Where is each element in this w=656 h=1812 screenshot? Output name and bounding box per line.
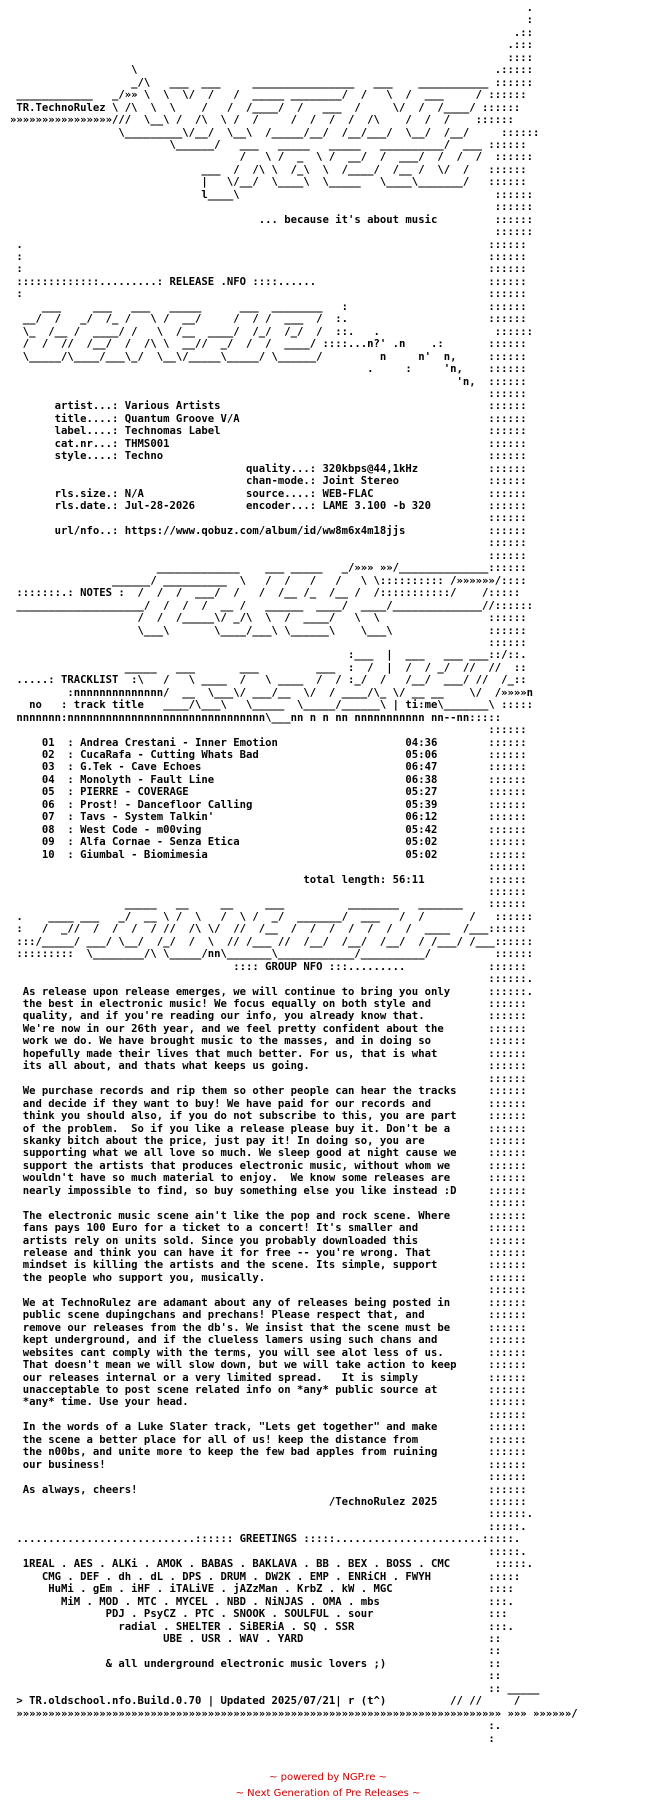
nfo-line: .....: TRACKLIST :\ / \ ____ / \ ____ / / :_/ / /__/ ___/ // /_:: <box>10 674 527 687</box>
nfo-line: 01 : Andrea Crestani - Inner Emotion 04:36 :::::: <box>10 736 527 749</box>
nfo-line: :: _____ <box>10 1682 540 1695</box>
nfo-line: nearly impossible to find, so buy something else you like instead :D :::::: <box>10 1184 527 1197</box>
nfo-line: artist...: Various Artists :::::: <box>10 400 527 413</box>
nfo-line: :::::: <box>10 861 527 874</box>
nfo-line: our business! :::::: <box>10 1458 527 1471</box>
nfo-line: :::: GROUP NFO :::......... :::::: <box>10 960 527 973</box>
nfo-line: :. <box>10 1720 502 1733</box>
nfo-line: wouldn't have so much material to enjoy. We know some releases are :::::: <box>10 1172 527 1185</box>
nfo-line: l____\ :::::: <box>10 188 533 201</box>
nfo-line: :::::::::::::.........: RELEASE .NFO ::::...... :::::: <box>10 275 527 288</box>
nfo-line: support the artists that produces electronic music, without whom we :::::: <box>10 1159 527 1172</box>
nfo-line: ____________ _/»» \ \ \/ / / _____ ________/ / \ / ___ / :::::: <box>10 89 527 102</box>
nfo-line: :::::. <box>10 1545 527 1558</box>
nfo-line: As always, cheers! :::::: <box>10 1483 527 1496</box>
nfo-line: The electronic music scene ain't like the pop and rock scene. Where :::::: <box>10 1209 527 1222</box>
nfo-line: work we do. We have brought music to the masses, and in doing so :::::: <box>10 1035 527 1048</box>
nfo-line: 'n, :::::: <box>10 375 527 388</box>
nfo-line: the n00bs, and unite more to keep the few bad apples from ruining :::::: <box>10 1446 527 1459</box>
nfo-line: . <box>10 2 533 14</box>
nfo-line: ::::::::: \________/\ \_____/nn\_______\____________/__________/ :::::: <box>10 948 533 961</box>
nfo-line: :::::. <box>10 1520 527 1533</box>
nfo-line: : <box>10 14 533 27</box>
nfo-line: :::::: <box>10 201 533 214</box>
nfo-line: _____________ ___ _____ _/»»» »»/______________:::::: <box>10 562 527 575</box>
nfo-line: TR.TechnoRulez \ /\ \ \ / / /____/ / ___ / \/ / /____/ :::::: <box>10 101 521 114</box>
nfo-line: \______/ ___ _____ _____ __________/ ___ :::::: <box>10 138 527 151</box>
nfo-line: of the problem. So if you like a release please buy it. Don't be a :::::: <box>10 1122 527 1135</box>
nfo-line: We're now in our 26th year, and we feel pretty confident about the :::::: <box>10 1022 527 1035</box>
nfo-line: total length: 56:11 :::::: <box>10 873 527 886</box>
nfo-line: .::: <box>10 39 533 52</box>
nfo-line: the scene a better place for all of us! keep the distance from :::::: <box>10 1433 527 1446</box>
nfo-line: :::: <box>10 51 533 64</box>
nfo-line: / \ / _ \ / __/ / ___/ / / / :::::: <box>10 151 533 164</box>
nfo-line: »»»»»»»»»»»»»»»»»»»»»»»»»»»»»»»»»»»»»»»»»»»»»»»»»»»»»»»»»»»»»»»»»»»»»»»»»»»» »»» »»»»»»/ <box>10 1707 578 1720</box>
nfo-line: release and think you can have it for free -- you're wrong. That :::::: <box>10 1247 527 1259</box>
nfo-line: websites cant comply with the terms, you will see alot less of us. :::::: <box>10 1346 527 1359</box>
nfo-line: :::::: <box>10 1197 527 1210</box>
nfo-line: ____________________/ / / / __ / ______ ____/ ____/______________//:::::: <box>10 599 533 612</box>
nfo-line: radial . SHELTER . SiBERiA . SQ . SSR :::. <box>10 1620 514 1633</box>
nfo-line: MiM . MOD . MTC . MYCEL . NBD . NiNJAS . OMA . mbs :::. <box>10 1595 514 1608</box>
nfo-line: :::::: <box>10 1471 527 1484</box>
nfo-line: \_________\/__/ \__\ /_____/__/ /__/___/ \__/ /__/ :::::: <box>10 126 540 139</box>
nfo-line: As release upon release emerges, we will continue to bring you only ::::::. <box>10 985 533 998</box>
nfo-line: / / // /__/ / /\ \ __// _/ / / ____/ ::::...n?' .n .: :::::: <box>10 338 527 351</box>
nfo-line: quality...: 320kbps@44,1kHz :::::: <box>10 462 527 475</box>
nfo-line: our releases internal or a very limited spread. It is simply :::::: <box>10 1371 527 1384</box>
nfo-line: remove our releases from the db's. We insist that the scene must be :::::: <box>10 1321 527 1334</box>
nfo-line: public scene dupingchans and prechans! Please respect that, and :::::: <box>10 1309 527 1322</box>
nfo-line: kept underground, and if the clueless lamers using such chans and :::::: <box>10 1334 527 1347</box>
nfo-line: 1REAL . AES . ALKi . AMOK . BABAS . BAKLAVA . BB . BEX . BOSS . CMC :::::. <box>10 1558 533 1571</box>
nfo-line: »»»»»»»»»»»»»»»»/// \__\ / /\ \ / / / / / / /\ / / / :::::: <box>10 114 514 127</box>
nfo-line: .:: <box>10 26 533 39</box>
nfo-line: nnnnnnn:nnnnnnnnnnnnnnnnnnnnnnnnnnnnnnn\___nn n n nn nnnnnnnnnnn nn--nn::::: <box>10 711 502 724</box>
nfo-line: 08 : West Code - m00ving 05:42 :::::: <box>10 823 527 836</box>
nfo-line: no : track title ____/\___\ \_____ \_____/______\ | ti:me\_______\ ::::: <box>10 699 533 712</box>
nfo-line: 05 : PIERRE - COVERAGE 05:27 :::::: <box>10 786 527 799</box>
nfo-line: /TechnoRulez 2025 :::::: <box>10 1496 527 1508</box>
nfo-line: :::::: <box>10 1284 527 1297</box>
nfo-line: :::::: <box>10 549 527 562</box>
nfo-line: ... because it's about music :::::: <box>10 213 533 226</box>
nfo-line: ............................:::::: GREETINGS :::::.......................:::::. <box>10 1533 521 1546</box>
nfo-line: ::::::. <box>10 1508 533 1521</box>
nfo-line: think you should also, if you do not subscribe to this, you are part :::::: <box>10 1110 527 1123</box>
nfo-line: the people who support you, musically. :::::: <box>10 1271 527 1284</box>
nfo-line: __/ / _/ /_ / \ / __/ / / / ___ / :. :::::: <box>10 313 527 326</box>
nfo-line: HuMi . gEm . iHF . iTALiVE . jAZzMan . KrbZ . kW . MGC :::: <box>10 1583 514 1596</box>
nfo-line: 03 : G.Tek - Cave Echoes 06:47 :::::: <box>10 761 527 774</box>
nfo-line: / / /_____\/ _/\ \ / ____/ \ \ :::::: <box>10 612 527 625</box>
nfo-line: fans pays 100 Euro for a ticket to a concert! It's smaller and :::::: <box>10 1222 527 1235</box>
nfo-line: _____ __ __ ___ ________ _______ :::::: <box>10 898 527 911</box>
nfo-line: :::::: <box>10 226 533 239</box>
nfo-line: :::::: <box>10 724 527 737</box>
nfo-line: artists rely on units sold. Since you probably downloaded this :::::: <box>10 1234 527 1247</box>
nfo-line: We purchase records and rip them so other people can hear the tracks :::::: <box>10 1085 527 1098</box>
nfo-line: : <box>10 1732 495 1742</box>
nfo-line: cat.nr...: THMS001 :::::: <box>10 437 527 450</box>
nfo-line: . : 'n, :::::: <box>10 363 527 376</box>
nfo-line: url/nfo..: https://www.qobuz.com/album/id/ww8m6x4m18jjs :::::: <box>10 524 527 537</box>
nfo-line: We at TechnoRulez are adamant about any of releases being posted in :::::: <box>10 1296 527 1309</box>
footer <box>0 1770 656 1802</box>
nfo-line: ___ / /\ \ /_\ \ /____/ /__ / \/ / :::::: <box>10 163 527 176</box>
nfo-line: & all underground electronic music lovers ;) :: <box>10 1657 502 1670</box>
nfo-line: rls.date.: Jul-28-2026 encoder...: LAME 3.100 -b 320 :::::: <box>10 500 527 512</box>
nfo-line: :: <box>10 1670 502 1683</box>
nfo-line: :::::::.: NOTES : / / / ___/ / / /__ /_ /__ / /:::::::::::/ /::::: <box>10 587 521 600</box>
nfo-line: UBE . USR . WAV . YARD :: <box>10 1632 502 1645</box>
nfo-line: \ .::::: <box>10 64 533 77</box>
nfo-line: : / _// / / / / // /\ \/ // /__ / / / / / / / ____ /___:::::: <box>10 923 527 936</box>
nfo-line: title....: Quantum Groove V/A :::::: <box>10 412 527 425</box>
nfo-line: : :::::: <box>10 251 527 263</box>
nfo-line: . :::::: <box>10 238 527 251</box>
powered-by-text: ~ powered by NGP.re ~ <box>269 1772 387 1783</box>
nfo-line: 04 : Monolyth - Fault Line 06:38 :::::: <box>10 773 527 786</box>
nfo-line: 10 : Giumbal - Biomimesia 05:02 :::::: <box>10 848 527 861</box>
nfo-line: *any* time. Use your head. :::::: <box>10 1396 527 1409</box>
nfo-line: _____ ___ ___ ___ : / | / / _/ // // :: <box>10 661 527 674</box>
nfo-line: chan-mode.: Joint Stereo :::::: <box>10 475 527 488</box>
nfo-text-block <box>0 2 656 1742</box>
nfo-line: 06 : Prost! - Dancefloor Calling 05:39 :::::: <box>10 798 527 811</box>
nfo-line: :___ | ___ ___ ___::/::. <box>10 649 527 662</box>
nfo-line: label....: Technomas Label :::::: <box>10 425 527 438</box>
tagline-text: ~ Next Generation of Pre Releases ~ <box>235 1788 421 1799</box>
nfo-line: unacceptable to post scene related info on *any* public source at :::::: <box>10 1383 527 1396</box>
nfo-line: ::::::. <box>10 973 533 986</box>
nfo-line: hopefully made their lives that much better. For us, that is what :::::: <box>10 1047 527 1060</box>
nfo-line: :::/_____/ ___/ \__/ /_/ / \ // /___ // /__/ /__/ /__/ / /___/ /___:::::: <box>10 935 533 948</box>
nfo-line: That doesn't mean we will slow down, but we will take action to keep :::::: <box>10 1359 527 1372</box>
nfo-line: \___\ \____/___\ \______\ \___\ :::::: <box>10 624 527 637</box>
nfo-line: quality, and if you're reading our info, you already know that. :::::: <box>10 1010 527 1023</box>
nfo-line: rls.size.: N/A source....: WEB-FLAC :::::: <box>10 487 527 500</box>
nfo-line: \_ /__ / ____/ / \ /__ ____/ /_/ /_/ / ::. . :::::: <box>10 325 533 338</box>
nfo-line: _/\ ___ ___ ________________ ___ ___________ :::::: <box>10 76 533 89</box>
nfo-line: 07 : Tavs - System Talkin' 06:12 :::::: <box>10 811 527 824</box>
nfo-line: 09 : Alfa Cornae - Senza Etica 05:02 :::::: <box>10 836 527 849</box>
nfo-line: . ____ ___ _/ __ \ / \ / \ / _/ _______/ ___ / / / :::::: <box>10 910 533 923</box>
nfo-line: \_____/\____/___\_/ \__\/_____\_____/ \______/ n n' n, :::::: <box>10 350 527 363</box>
nfo-line: | \/__/ \____\ \_____ \____\_______/ :::::: <box>10 176 527 189</box>
nfo-line: :: <box>10 1645 502 1658</box>
nfo-line: its all about, and thats what keeps us going. :::::: <box>10 1060 527 1073</box>
nfo-line: and decide if they want to buy! We have paid for our records and :::::: <box>10 1097 527 1110</box>
nfo-line: : :::::: <box>10 288 527 301</box>
nfo-line: :::::: <box>10 512 527 525</box>
nfo-line: style....: Techno :::::: <box>10 450 527 463</box>
nfo-line: :::::: <box>10 537 527 550</box>
nfo-line: :::::: <box>10 387 527 400</box>
nfo-line: CMG . DEF . dh . dL . DPS . DRUM . DW2K . EMP . ENRiCH . FWYH ::::: <box>10 1570 521 1583</box>
nfo-line: :::::: <box>10 636 527 649</box>
nfo-line: In the words of a Luke Slater track, "Lets get together" and make :::::: <box>10 1421 527 1434</box>
nfo-line: ___ ___ ___ _____ ___ ________ : :::::: <box>10 300 527 313</box>
nfo-line: :::::: <box>10 885 527 898</box>
nfo-line: 02 : CucaRafa - Cutting Whats Bad 05:06 :::::: <box>10 749 527 761</box>
nfo-line: supporting what we all love so much. We sleep good at night cause we :::::: <box>10 1147 527 1160</box>
nfo-line: : :::::: <box>10 263 527 276</box>
nfo-line: skanky bitch about the price, just pay it! In doing so, you are :::::: <box>10 1134 527 1147</box>
nfo-line: :nnnnnnnnnnnnnn/ __ \___\/ ___/__ \/ / ____/\_ \/ __ __ \/ /»»»»n <box>10 686 533 699</box>
nfo-line: ______/ __________ \ / / / / \ \:::::::::: /»»»»»»/:::: <box>10 574 527 587</box>
nfo-line: the best in electronic music! We focus equally on both style and :::::: <box>10 998 527 1010</box>
nfo-line: mindset is killing the artists and the scene. Its simple, support :::::: <box>10 1259 527 1272</box>
nfo-line: :::::: <box>10 1072 527 1085</box>
nfo-line: PDJ . PsyCZ . PTC . SNOOK . SOULFUL . sour ::: <box>10 1608 508 1621</box>
nfo-line: > TR.oldschool.nfo.Build.0.70 | Updated 2025/07/21| r (t^) // // / <box>10 1695 521 1708</box>
nfo-line: :::::: <box>10 1408 527 1421</box>
